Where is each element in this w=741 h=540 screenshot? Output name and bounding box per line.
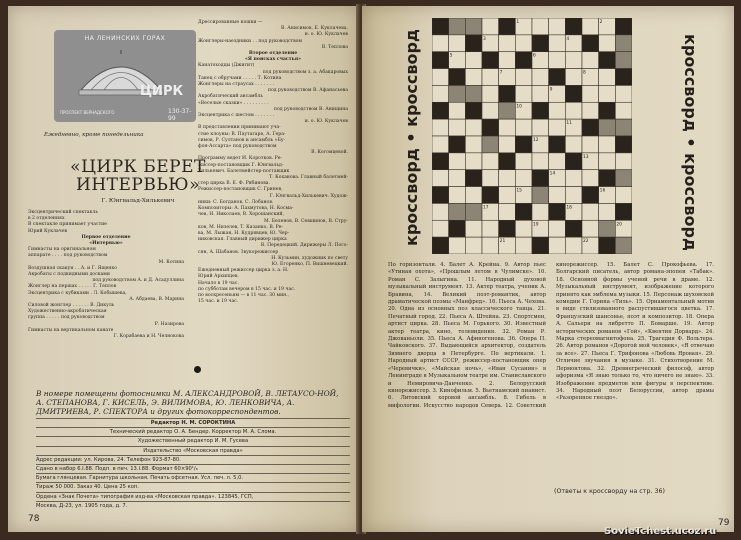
program-line: М. Беленов, В. Севшинов, В. Стру-	[263, 218, 348, 224]
program-line: группа . . . . . под руководством	[28, 315, 105, 321]
crossword-cell[interactable]	[482, 69, 499, 86]
program-line: «Интервью»	[89, 241, 123, 247]
program-line: В. Анисимов, Е. Куклачева,	[281, 26, 348, 32]
imprint-line: Издательство «Московская правда»	[36, 446, 350, 455]
program-line: В. Теплова	[321, 44, 348, 50]
crossword-black-cell	[449, 220, 466, 237]
crossword-black-cell	[432, 237, 449, 254]
crossword-black-cell	[565, 18, 582, 35]
program-line: Дрессированные кошки —	[198, 20, 263, 25]
crossword-black-cell	[482, 187, 499, 204]
program-line: Воздушная скакун . . А. и Г. Ященко	[28, 265, 118, 271]
crossword-black-cell	[499, 85, 516, 102]
crossword-cell[interactable]	[432, 85, 449, 102]
crossword-black-cell	[432, 52, 449, 69]
crossword-picture-cell	[599, 119, 616, 136]
crossword-black-cell	[515, 136, 532, 153]
crossword-cell[interactable]	[515, 237, 532, 254]
crossword-cell[interactable]	[449, 170, 466, 187]
crossword-cell[interactable]	[432, 136, 449, 153]
crossword-cell[interactable]	[532, 85, 549, 102]
crossword-picture-cell	[615, 237, 632, 254]
crossword-picture-cell	[465, 203, 482, 220]
site-watermark: SovieTchest.ucoz.ru	[604, 526, 717, 537]
crossword-cell[interactable]	[499, 170, 516, 187]
crossword-cell[interactable]	[449, 35, 466, 52]
crossword-cell[interactable]	[499, 136, 516, 153]
program-line: Жонглеры на страусах . . . . . . .	[198, 82, 275, 88]
program-line: жиссер-постановщик Г. Юнгвальд-	[198, 162, 284, 168]
crossword-cell[interactable]	[499, 52, 516, 69]
crossword-black-cell	[615, 136, 632, 153]
crossword-black-cell	[532, 237, 549, 254]
crossword-black-cell	[449, 69, 466, 86]
crossword-black-cell	[515, 52, 532, 69]
program-line: ники: С. Богданов, С. Лобанов.	[198, 199, 274, 205]
imprint-line: Москва, Д-23, ул. 1905 года, д. 7.	[36, 501, 350, 510]
crossword-black-cell	[432, 187, 449, 204]
crossword-black-cell	[532, 35, 549, 52]
crossword-picture-cell	[599, 220, 616, 237]
crossword-cell[interactable]	[615, 187, 632, 204]
crossword-grid[interactable]	[432, 18, 632, 254]
play-author: Г. Юнгвальд-Хилькевич	[101, 198, 175, 204]
crossword-black-cell	[565, 85, 582, 102]
program-line: Г. Корабаева и Н. Челнокова	[113, 334, 184, 340]
crossword-cell[interactable]	[599, 35, 616, 52]
crossword-cell[interactable]	[432, 170, 449, 187]
program-line: под руководством В. Афанасьева	[267, 88, 348, 94]
crossword-cell[interactable]	[515, 85, 532, 102]
crossword-black-cell	[599, 102, 616, 119]
crossword-cell[interactable]	[565, 237, 582, 254]
program-line: Силовой жонглер . . . . . . В. Дикуль	[28, 303, 115, 309]
crossword-cell[interactable]	[599, 203, 616, 220]
crossword-picture-cell	[449, 203, 466, 220]
program-line: ков, М. Низелев, Т. Казанко, В. Ре-	[198, 224, 284, 230]
crossword-cell[interactable]	[465, 52, 482, 69]
crossword-cell-number: 1	[516, 20, 520, 25]
crossword-cell[interactable]	[465, 136, 482, 153]
crossword-cell[interactable]	[482, 153, 499, 170]
program-line: «Веселые сказки» . . . . . . . . .	[198, 100, 269, 106]
crossword-cell[interactable]	[432, 119, 449, 136]
crossword-cell[interactable]	[432, 69, 449, 86]
program-column-2	[198, 20, 348, 305]
program-line: В представлении принимают уча-	[198, 125, 281, 131]
program-line: никовская. Главный дирижер цирка	[198, 237, 287, 243]
imprint-line: Редактор Н. М. СОРОКТИНА	[36, 418, 350, 427]
crossword-cell[interactable]	[449, 187, 466, 204]
page-number-right: 79	[718, 518, 730, 528]
crossword-cell-number: 2	[599, 20, 603, 25]
crossword-cell[interactable]	[499, 203, 516, 220]
program-line: Г. Юнгвальд-Хилькевич. Худож-	[269, 193, 348, 199]
crossword-cell[interactable]	[515, 153, 532, 170]
program-line: Ю. Егоренко, П. Вишневецкий.	[271, 261, 348, 267]
program-line: в 2 отделениях	[28, 216, 65, 222]
crossword-cell[interactable]	[565, 69, 582, 86]
program-line: Гимнасты на вертикальном канате	[28, 327, 114, 333]
crossword-cell[interactable]	[432, 35, 449, 52]
crossword-cell[interactable]	[582, 18, 599, 35]
crossword-cell[interactable]	[582, 85, 599, 102]
crossword-cell[interactable]	[432, 203, 449, 220]
crossword-picture-cell	[465, 85, 482, 102]
crossword-black-cell	[615, 69, 632, 86]
crossword-cell[interactable]	[482, 237, 499, 254]
crossword-cell[interactable]	[565, 136, 582, 153]
crossword-cell[interactable]	[599, 153, 616, 170]
crossword-cell-number: 3	[483, 36, 486, 42]
program-line: Режиссер-постановщик С. Гринев,	[198, 187, 283, 193]
program-line: В спектакле принимает участие	[28, 222, 107, 228]
crossword-cell[interactable]	[482, 102, 499, 119]
photo-credits: В номере помещены фотоснимки М. АЛЕКСАНДРОВОЙ, В. ЛЕТАУСО-НОЙ, А. СТЕПАНОВА, Г. КИСЕЛЬ, Э. ВИЛИМОВА, Ю. ЛЕНКОВИЧА, А. ДМИТРИЕВА, Р. СПЕКТОРА и других фотокорреспондентов.	[36, 389, 339, 416]
crossword-picture-cell	[449, 18, 466, 35]
schedule-line: Ежедневно, кроме понедельника	[44, 132, 144, 138]
crossword-cell-number: 19	[533, 222, 539, 228]
crossword-cell[interactable]	[465, 187, 482, 204]
crossword-black-cell	[532, 170, 549, 187]
crossword-cell[interactable]	[532, 203, 549, 220]
crossword-picture-cell	[449, 85, 466, 102]
crossword-cell[interactable]	[465, 153, 482, 170]
program-line: «Я поисках счастья»	[245, 57, 301, 63]
crossword-cell[interactable]	[465, 119, 482, 136]
crossword-black-cell	[432, 102, 449, 119]
crossword-black-cell	[549, 203, 566, 220]
crossword-cell[interactable]	[465, 69, 482, 86]
imprint-line: Адрес редакции: ул. Кирова, 24. Телефон 923-87-80.	[36, 455, 350, 464]
crossword-black-cell	[499, 18, 516, 35]
program-line: Программу ведет И. Коротков. Ре-	[198, 156, 282, 162]
crossword-cell[interactable]	[565, 102, 582, 119]
crossword-cell[interactable]	[549, 119, 566, 136]
crossword-black-cell	[465, 170, 482, 187]
crossword-cell[interactable]	[582, 102, 599, 119]
crossword-black-cell	[432, 153, 449, 170]
crossword-cell[interactable]	[565, 170, 582, 187]
program-line: фон-Ассарта» под руководством	[198, 144, 277, 150]
program-line: Танец с обручами . . . . . Т. Котина	[198, 75, 282, 81]
crossword-black-cell	[582, 187, 599, 204]
crossword-cell[interactable]	[499, 187, 516, 204]
circus-ticket-logo	[54, 30, 196, 122]
program-line: по воскресеньям — в 11 час. 30 мин.,	[198, 292, 290, 298]
crossword-cell[interactable]	[515, 35, 532, 52]
crossword-picture-cell	[615, 119, 632, 136]
program-line: под руководством В. Анищина	[273, 106, 348, 112]
crossword-black-cell	[599, 52, 616, 69]
ticket-phone: 130-37-99	[168, 108, 192, 122]
crossword-picture-cell	[532, 187, 549, 204]
crossword-black-cell	[565, 153, 582, 170]
crossword-cell-number: 7	[499, 70, 503, 76]
ticket-word: ЦИРК	[140, 84, 184, 99]
program-line: А. Абдаева, В. Марина	[129, 296, 184, 302]
crossword-cell[interactable]	[515, 119, 532, 136]
crossword-cell[interactable]	[582, 203, 599, 220]
program-line: Композиторы: А. Пахмутова, Н. Косма-	[198, 206, 294, 212]
crossword-black-cell	[615, 203, 632, 220]
program-line: под руководством з. а. Абакаровых	[262, 69, 348, 75]
crossword-black-cell	[465, 102, 482, 119]
crossword-cell[interactable]	[599, 85, 616, 102]
program-line: Канатоходцы (Джигит)	[198, 63, 255, 69]
crossword-cell-number: 16	[599, 188, 606, 194]
program-line: Акробаты с подкидными досками	[28, 272, 110, 278]
program-line: Ежедневный режиссер цирка з. а. Н.	[198, 268, 289, 274]
crossword-black-cell	[599, 237, 616, 254]
program-line: Жонглер на першах . . . . . Г. Теплов	[28, 284, 117, 290]
crossword-cell[interactable]	[449, 102, 466, 119]
crossword-cell[interactable]	[532, 153, 549, 170]
crossword-cell-number: 4	[566, 36, 570, 42]
crossword-cell[interactable]	[532, 18, 549, 35]
right-page	[362, 6, 734, 532]
crossword-picture-cell	[615, 52, 632, 69]
crossword-cell[interactable]	[532, 69, 549, 86]
crossword-cell-number: 8	[583, 70, 586, 76]
crossword-cell[interactable]	[565, 187, 582, 204]
program-line: Р. Назирова	[154, 321, 184, 327]
crossword-cell[interactable]	[615, 102, 632, 119]
program-line: Юрий Куклачев	[28, 228, 68, 234]
crossword-cell-number: 15	[516, 188, 522, 194]
crossword-cell[interactable]	[482, 170, 499, 187]
program-line: Начало в 19 час.	[198, 280, 239, 286]
crossword-black-cell	[482, 119, 499, 136]
imprint-block	[36, 418, 350, 510]
crossword-cell[interactable]	[449, 153, 466, 170]
crossword-cell[interactable]	[615, 153, 632, 170]
crossword-black-cell	[549, 69, 566, 86]
program-line: стер цирка В. Е. Ф. Рябинова.	[198, 181, 270, 187]
program-line: и. о. Ю. Куклачев	[304, 32, 348, 38]
crossword-cell[interactable]	[515, 170, 532, 187]
crossword-cell[interactable]	[482, 220, 499, 237]
page-number-left: 78	[28, 514, 40, 524]
crossword-cell[interactable]	[549, 220, 566, 237]
crossword-cell[interactable]	[465, 220, 482, 237]
program-line: М. Котина	[158, 259, 184, 265]
program-line: стие клоуны: В. Паутагаре, А. Гера-	[198, 131, 286, 137]
left-page	[8, 6, 360, 532]
crossword-cell[interactable]	[615, 85, 632, 102]
crossword-cell[interactable]	[549, 18, 566, 35]
crossword-black-cell	[549, 136, 566, 153]
crossword-cell[interactable]	[515, 220, 532, 237]
crossword-picture-cell	[465, 18, 482, 35]
program-line: Второе отделение	[248, 51, 298, 57]
crossword-cell-number: 22	[583, 239, 589, 245]
crossword-black-cell	[582, 35, 599, 52]
crossword-cell[interactable]	[549, 237, 566, 254]
ticket-top-text: НА ЛЕНИНСКИХ ГОРАХ	[84, 35, 166, 42]
program-line: Эксцентрика с шестом . . . . . . .	[198, 113, 275, 119]
program-line: Художественно-акробатическая	[28, 309, 107, 315]
program-line: В. Передецкий. Дирижеры Л. Пого-	[260, 243, 348, 249]
crossword-cell[interactable]	[599, 136, 616, 153]
crossword-cell[interactable]	[549, 153, 566, 170]
crossword-black-cell	[449, 136, 466, 153]
crossword-picture-cell	[615, 35, 632, 52]
ticket-address: ПРОСПЕКТ ВЕРНАДСКОГО	[60, 110, 115, 115]
crossword-cell-number: 17	[483, 205, 489, 211]
program-line: Эксцентрика с кубиками . Л. Кобышева,	[28, 290, 127, 296]
program-line: Т. Коханова. Главный балетмей-	[269, 175, 348, 181]
crossword-cell[interactable]	[549, 102, 566, 119]
crossword-cell-number: 13	[583, 154, 589, 160]
crossword-black-cell	[432, 18, 449, 35]
crossword-cell-number: 9	[549, 87, 553, 93]
crossword-cell-number: 12	[533, 138, 539, 143]
program-line: ва, М. Лыжан, Н. Кудрявцев, Ю. Чер-	[198, 230, 290, 236]
crossword-cell[interactable]	[432, 220, 449, 237]
imprint-line: Бумага глянцевая. Гарнитура школьная. Печать офсетная. Усл. печ. л. 5,0.	[36, 473, 350, 482]
crossword-cell[interactable]	[549, 187, 566, 204]
program-line: чев, Н. Николаев, В. Хорошанский,	[198, 212, 284, 218]
crossword-cell[interactable]	[482, 85, 499, 102]
crossword-cell-number: 21	[499, 239, 506, 245]
crossword-black-cell	[599, 170, 616, 187]
imprint-line: Тираж 50 000. Заказ 40. Цена 25 коп.	[36, 482, 350, 491]
crossword-cell[interactable]	[499, 35, 516, 52]
crossword-cell[interactable]	[449, 237, 466, 254]
crossword-cell[interactable]	[515, 69, 532, 86]
program-line: под руководством А. и Д. Асадуллина	[92, 278, 184, 284]
program-line: сян, А. Шабанов. Звукорежиссер	[198, 249, 279, 255]
crossword-cell[interactable]	[465, 237, 482, 254]
crossword-black-cell	[499, 153, 516, 170]
crossword-cell-number: 11	[566, 121, 572, 127]
crossword-cell[interactable]	[582, 136, 599, 153]
crossword-cell[interactable]	[582, 170, 599, 187]
crossword-cell-number: 18	[566, 205, 572, 211]
crossword-cell[interactable]	[549, 35, 566, 52]
crossword-black-cell	[615, 18, 632, 35]
program-line: симов, Р. Султанов и ансамбль «Бу-	[198, 137, 286, 143]
crossword-black-cell	[465, 35, 482, 52]
crossword-title-left: кроссворд • кроссворд	[402, 29, 421, 246]
crossword-clues: По горизонтали. 4. Балет А. Крейна. 9. Автор пьес «Утиная охота», «Прошлым летом в Чулимске». 10. Роман С. Залыгина. 11. Народный духовой музыкальный инструмент. 13. Актер театра, ученик А. Бравина, 14. Великий поэт-романтик, автор драматической поэмы «Манфред». 16. Пьеса А. Чехова. 20. Одна из основных поз классического танца. 21. Печатный город. 22. Пьеса А. Штейна. 23. Спортсмен, артист цирка. 28. Пьеса М. Горького. 30. Известный актер театра, кино, телевидения. 32. Роман Р. Джованьоли. 35. Пьеса А. Афиногенова. 36. Опера П. Чайковского. 37. Выдающийся архитектор, создатель Зимнего дворца в Петербурге. По вертикали. 1. Народный артист СССР, режиссер-постановщик опер «Черевички», «Майская ночь», «Иван Сусанин» в Ленинграде в Музыкальном театре им. Станиславского и Немировича-Данченко. 2. Белорусский кинорежиссер. 3. Кинофильм. 5. Вьетнамский пианист. 6. Литовский хоровой ансамбль. 8. Гибель в мифологии. Искусство народов Севера. 12. Советский кинорежиссер. 15. Балет С. Прокофьева. 17. Болгарский писатель, автор романа-эпопеи «Табак». 18. Основной формы ученой речи в драме. 12. Музыкальный инструмент, изображение которого принято как эмблема музыки. 15. Персонаж шуховской комедии Г. Горина «Тиль». 15. Орнаментальный мотив в виде стилизованного распустившегося цветка. 17. Французский шансонье, поэт и композитор. 18. Опера А. Сальери на либретто П. Бомарше. 19. Автор исторических романов «Гой», «Квентин Дорвард». 24. Марка стереомагнитофона. 25. Трагедия Ф. Вольтера. 26. Автор романов «Дорогой мой человек», «Я отвечаю за все». 27. Пьеса Г. Трифонова «Любовь Яровая». 29. Отличие звучания в музыке. 31. Стихотворение М. Лермонтова. 32. Древнегреческий философ, автор афоризма «Я знаю только то, что ничего не знаю». 33. Изображение предметов или фигуры в перспективе. 34. Народный поэт Белоруссии, автор драмы «Разоренное гнездо».	[388, 262, 714, 409]
imprint-line: Ордена «Знак Почета» типография изд-ва «Московская правда». 123845, ГСП,	[36, 492, 350, 501]
crossword-cell[interactable]	[482, 18, 499, 35]
program-line: Первое отделение	[81, 234, 131, 240]
program-line: Юрий Архипцев.	[198, 274, 239, 280]
crossword-black-cell	[482, 52, 499, 69]
program-line: Жонглеры-наездники . . под руководством	[198, 38, 303, 44]
crossword-cell[interactable]	[499, 119, 516, 136]
crossword-cell[interactable]	[449, 119, 466, 136]
bullet-dot	[194, 366, 201, 373]
program-line: Н. Кузьмин, художник по свету	[271, 255, 348, 261]
crossword-cell[interactable]	[582, 220, 599, 237]
program-line: 15 час. и 19 час.	[198, 299, 239, 305]
program-line: и. о. Ю. Куклачев	[304, 119, 348, 125]
crossword-picture-cell	[482, 136, 499, 153]
crossword-black-cell	[515, 203, 532, 220]
crossword-black-cell	[582, 119, 599, 136]
program-column-1	[28, 210, 184, 340]
program-line: Эксцентрический спектакль	[28, 210, 98, 215]
crossword-cell[interactable]	[599, 69, 616, 86]
crossword-black-cell	[565, 220, 582, 237]
imprint-line: Художественный редактор И. М. Гусева	[36, 436, 350, 445]
crossword-cell-number: 5	[449, 53, 453, 59]
crossword-cell[interactable]	[532, 119, 549, 136]
crossword-title-right: кроссворд • кроссворд	[681, 34, 700, 251]
answers-footnote: (Ответы к кроссворду на стр. 36)	[554, 488, 665, 495]
crossword-cell-number: 10	[516, 104, 522, 110]
crossword-cell[interactable]	[549, 52, 566, 69]
program-line: В. Когомцевой.	[311, 150, 348, 156]
crossword-picture-cell	[499, 102, 516, 119]
crossword-picture-cell	[615, 170, 632, 187]
imprint-line: Сдано в набор 6.I.88. Подп. в печ. 13.I.88. Формат 60×90¹/₈	[36, 464, 350, 473]
program-line: Акробатический ансамбль	[198, 94, 263, 100]
crossword-cell-number: 20	[616, 222, 622, 228]
play-title: «ЦИРК БЕРЕТ ИНТЕРВЬЮ»	[70, 157, 206, 195]
crossword-cell[interactable]	[565, 52, 582, 69]
imprint-line: Технический редактор О. А. Бендер. Корректор М. А. Слома.	[36, 427, 350, 436]
crossword-cell-number: 14	[549, 171, 556, 177]
crossword-cell-number: 6	[533, 53, 536, 59]
program-line: Гимнасты на оригинальном	[28, 247, 96, 253]
crossword-black-cell	[532, 102, 549, 119]
crossword-cell[interactable]	[582, 52, 599, 69]
program-line: Хилькевич. Балетмейстер-поставщик	[198, 168, 290, 174]
crossword-black-cell	[499, 220, 516, 237]
program-line: аппарате . . . . под руководством	[28, 253, 108, 259]
program-line: по субботам вечером в 15 час. и 19 час.	[198, 286, 296, 292]
